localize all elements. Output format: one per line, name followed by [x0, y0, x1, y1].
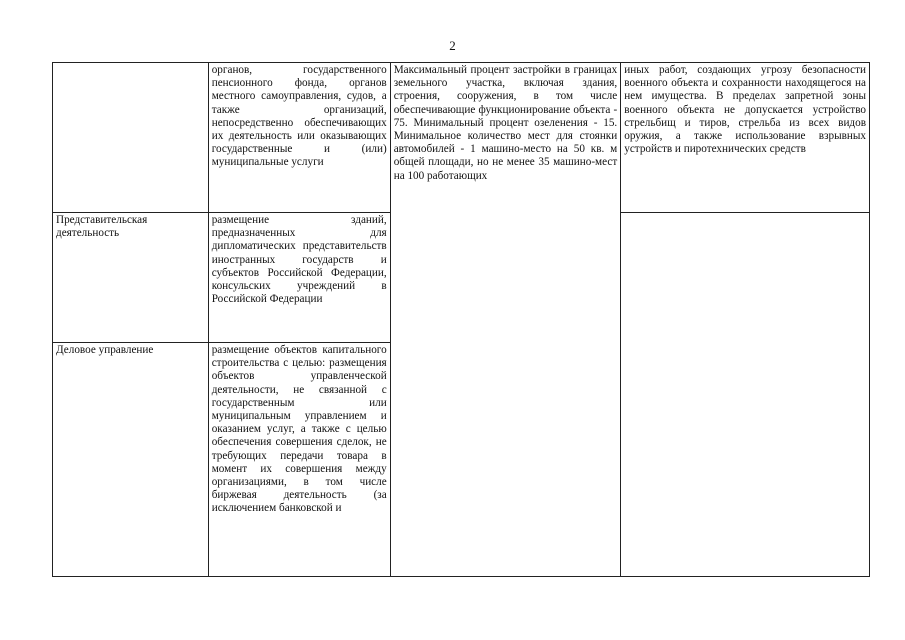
use-type-name-cell: Деловое управление [53, 343, 209, 577]
land-use-table [52, 62, 870, 577]
use-type-description-cell: размещение зданий, предназначенных для дипломатических представительств иностранных государств и субъектов Российской Федерации, консульских учреждений в Российской Федерации [208, 213, 390, 343]
table-row [53, 63, 870, 213]
restrictions-empty-cell [621, 213, 870, 577]
use-type-description-cell: органов, государственного пенсионного фонда, органов местного самоуправления, судов, а также организаций, непосредственно обеспечивающих их деятельность или оказывающих государственные и (или) муниципальные услуги [208, 63, 390, 213]
restrictions-cell: иных работ, создающих угрозу безопасности военного объекта и сохранности находящегося на нем имущества. В пределах запретной зоны военного объекта не допускается устройство стрельбищ и тиров, стрельба из всех видов оружия, а также использование взрывных устройств и пиротехнических средств [621, 63, 870, 213]
use-type-description-cell: размещение объектов капитального строительства с целью: размещения объектов управленческой деятельности, не связанной с государственным или муниципальным управлением и оказанием услуг, а также с целью обеспечения совершения сделок, не требующих передачи товара в момент их совершения между организациями, в том числе биржевая деятельность (за исключением банковской и [208, 343, 390, 577]
parameters-cell: Максимальный процент застройки в границах земельного участка, включая здания, строения, сооружения, в том числе обеспечивающие функционирование объекта - 75. Минимальный процент озеленения - 15. Минимальное количество мест для стоянки автомобилей - 1 машино-место на 50 кв. м общей площади, но не менее 35 машино-мест на 100 работающих [390, 63, 621, 577]
use-type-name-cell: Представительская деятельность [53, 213, 209, 343]
page-number: 2 [449, 38, 456, 53]
use-type-name-cell [53, 63, 209, 213]
